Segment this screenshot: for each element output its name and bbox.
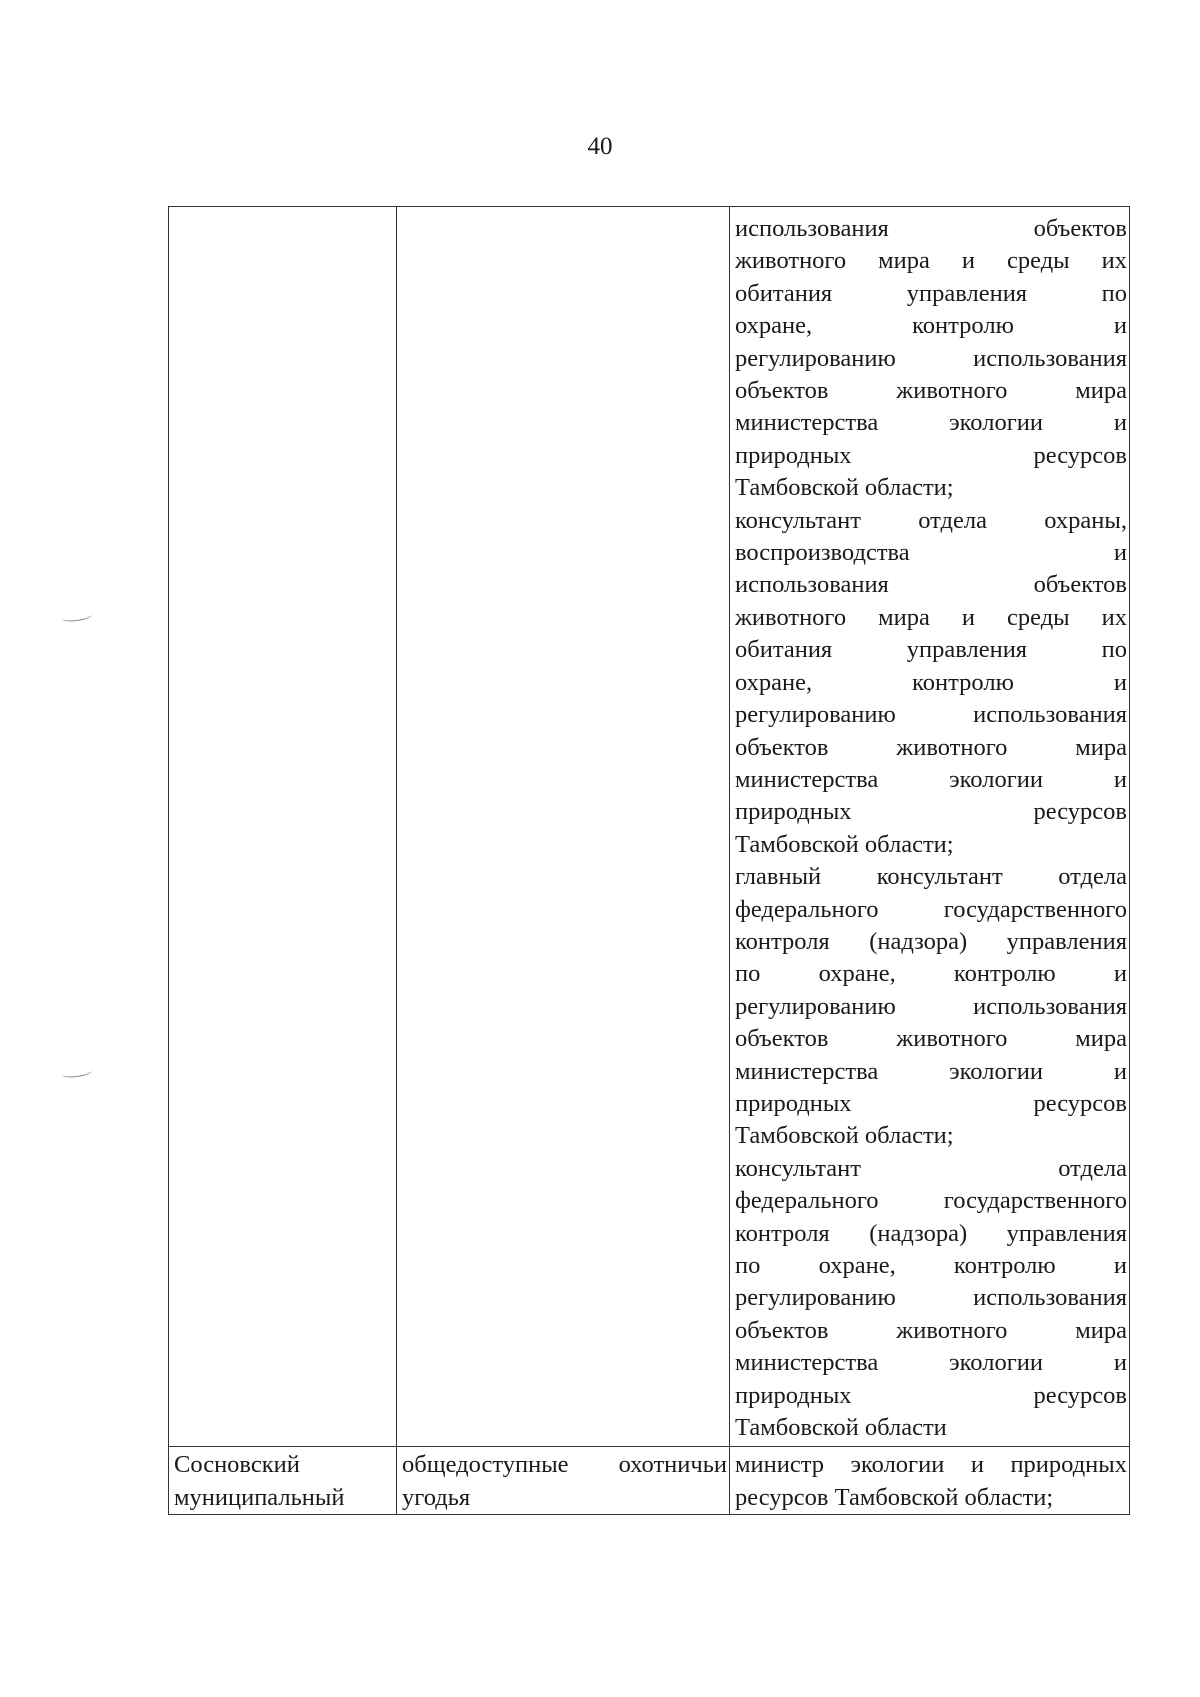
officials-line: использования объектов (735, 215, 1127, 242)
officials-line: объектов животного мира (735, 733, 1127, 761)
officials-line: министерства экологии и (735, 1349, 1127, 1377)
officials-line: ресурсов Тамбовской области; (735, 1483, 1054, 1511)
officials-cell (730, 1447, 1130, 1515)
officials-line: охране, контролю и (735, 312, 1127, 340)
territory-line: общедоступные охотничьи (402, 1451, 727, 1479)
officials-line: министр экологии и природных (735, 1451, 1127, 1479)
table-row-sosnovsky (169, 1447, 1130, 1515)
table-row-continuation (169, 207, 1130, 1447)
officials-line: Тамбовской области; (735, 1122, 954, 1150)
officials-cell (730, 207, 1130, 1447)
officials-line: главный консультант отдела (735, 863, 1127, 891)
district-line: муниципальный (174, 1483, 345, 1511)
territory-cell (397, 207, 730, 1447)
officials-line: объектов животного мира (735, 1316, 1127, 1344)
officials-line: консультант отдела (735, 1154, 1127, 1182)
officials-line: федерального государственного (735, 1187, 1127, 1215)
officials-line: регулированию использования (735, 992, 1127, 1020)
officials-line: обитания управления по (735, 279, 1127, 307)
hunting-grounds-table (168, 206, 1130, 1515)
officials-line: объектов животного мира (735, 1025, 1127, 1053)
officials-line: животного мира и среды их (735, 247, 1127, 275)
officials-line: министерства экологии и (735, 409, 1127, 437)
officials-line: контроля (надзора) управления (735, 1219, 1127, 1247)
officials-line: природных ресурсов (735, 1381, 1127, 1409)
officials-line: министерства экологии и (735, 765, 1127, 793)
officials-line: по охране, контролю и (735, 1252, 1127, 1279)
officials-line: природных ресурсов (735, 441, 1127, 469)
officials-line: министерства экологии и (735, 1057, 1127, 1085)
officials-line: федерального государственного (735, 895, 1127, 923)
page-number: 40 (587, 133, 613, 160)
officials-line: охране, контролю и (735, 668, 1127, 696)
district-cell (169, 1447, 397, 1515)
officials-lines (735, 213, 1127, 1444)
officials-line: по охране, контролю и (735, 960, 1127, 988)
district-cell (169, 207, 397, 1447)
officials-line: обитания управления по (735, 636, 1127, 664)
officials-line: консультант отдела охраны, (735, 506, 1127, 534)
officials-line: использования объектов (735, 571, 1127, 599)
officials-line: природных ресурсов (735, 798, 1127, 826)
scan-artifact-mark (62, 1066, 93, 1079)
officials-line: объектов животного мира (735, 377, 1127, 405)
officials-line: Тамбовской области; (735, 474, 954, 502)
scan-artifact-mark (62, 610, 93, 623)
officials-line: природных ресурсов (735, 1089, 1127, 1117)
officials-line: регулированию использования (735, 1284, 1127, 1312)
officials-line: регулированию использования (735, 344, 1127, 372)
officials-line: воспроизводства и (735, 539, 1127, 567)
district-line: Сосновский (174, 1451, 300, 1479)
officials-line: регулированию использования (735, 701, 1127, 729)
territory-line: угодья (402, 1483, 471, 1511)
officials-line: Тамбовской области (735, 1414, 947, 1442)
officials-line: Тамбовской области; (735, 830, 954, 858)
territory-cell (397, 1447, 730, 1515)
officials-line: животного мира и среды их (735, 603, 1127, 631)
officials-line: контроля (надзора) управления (735, 927, 1127, 955)
